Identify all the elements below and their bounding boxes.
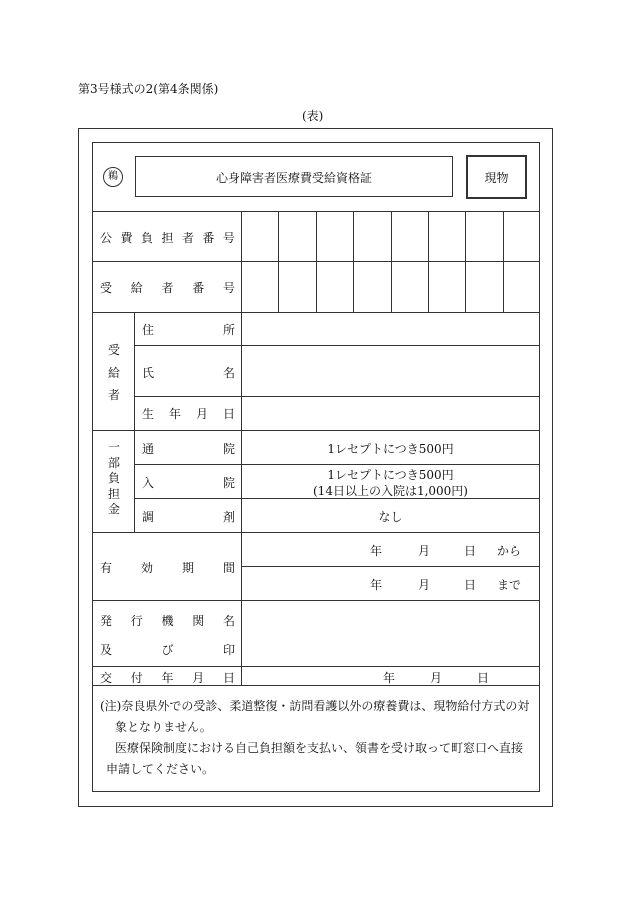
address-label: 住 所	[142, 323, 235, 337]
side-label: (表)	[302, 109, 324, 123]
notes	[100, 696, 532, 780]
recipient-group-label: 受 給 者	[107, 343, 120, 402]
pharmacy-label: 調 剤	[142, 510, 235, 524]
note-line: 申請してください。	[106, 762, 215, 776]
validity-to-year: 年	[370, 578, 383, 592]
pharmacy-value: なし	[378, 510, 403, 524]
validity-from-month: 月	[418, 544, 431, 558]
issue-date-month: 月	[430, 671, 443, 685]
issuer-label: 発 行 機 関 名	[100, 614, 235, 628]
outpatient-value: 1レセプトにつき500円	[327, 442, 454, 456]
seal-mark: 鵜	[103, 167, 123, 187]
validity-to-month: 月	[418, 578, 431, 592]
issue-date-day: 日	[477, 671, 490, 685]
validity-from-suffix: から	[497, 544, 522, 558]
inpatient-value: 1レセプトにつき500円	[327, 468, 454, 482]
inpatient-label: 入 院	[142, 476, 235, 490]
copay-group-label: 一 部 負 担 金	[107, 440, 120, 516]
form-number: 第3号様式の2(第4条関係)	[78, 82, 219, 96]
validity-to-suffix: まで	[497, 578, 522, 592]
inpatient-note: (14日以上の入院は1,000円)	[313, 484, 468, 498]
card-title: 心身障害者医療費受給資格証	[215, 171, 372, 185]
validity-from-year: 年	[370, 544, 383, 558]
note-line: 象となりません。	[115, 720, 212, 734]
issuer-seal-label: 及 び 印	[100, 643, 235, 657]
note-line: 医療保険制度における自己負担額を支払い、領書を受け取って町窓口へ直接	[115, 741, 524, 755]
validity-from-day: 日	[464, 544, 477, 558]
badge-label: 現物	[484, 171, 509, 185]
birth-date-label: 生 年 月 日	[142, 407, 235, 421]
recipient-number-label: 受 給 者 番 号	[100, 281, 235, 295]
note-line: (注)奈良県外での受診、柔道整復・訪問看護以外の療養費は、現物給付方式の対	[100, 699, 530, 713]
issue-date-year: 年	[383, 671, 396, 685]
validity-label: 有 効 期 間	[100, 561, 235, 575]
issue-date-label: 交 付 年 月 日	[100, 671, 235, 685]
public-payer-label: 公 費 負 担 者 番 号	[100, 231, 235, 245]
outpatient-label: 通 院	[142, 442, 235, 456]
validity-to-day: 日	[464, 578, 477, 592]
name-label: 氏 名	[142, 366, 235, 380]
